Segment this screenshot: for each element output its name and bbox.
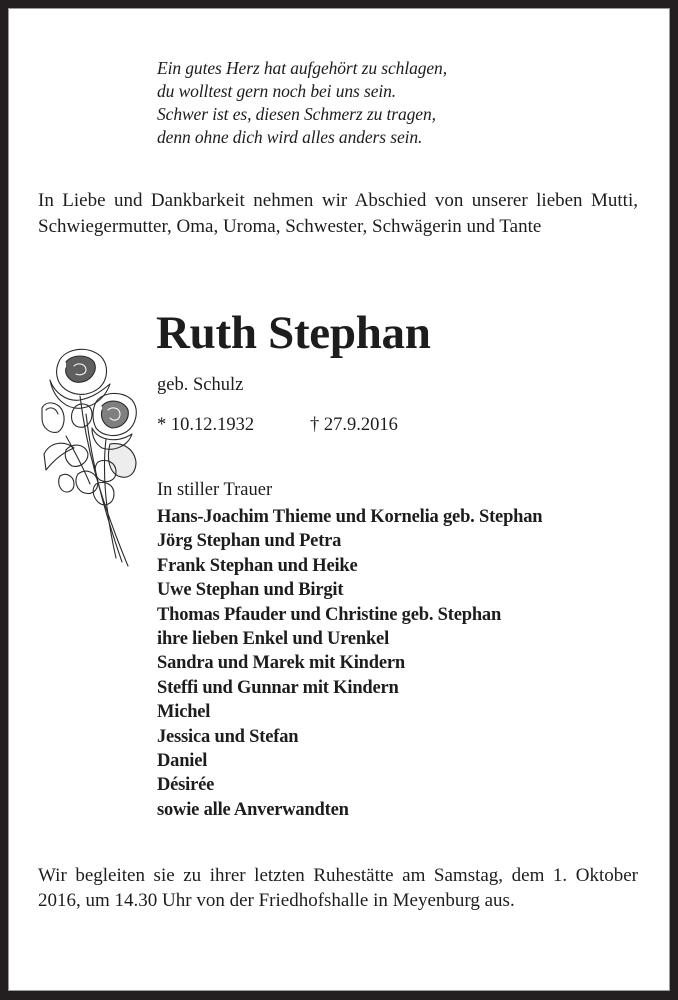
poem-line: denn ohne dich wird alles anders sein. — [157, 127, 423, 147]
mourner-entry: Désirée — [157, 775, 215, 796]
deceased-name: Ruth Stephan — [156, 307, 431, 359]
rose-bouquet-icon — [36, 344, 140, 570]
mourner-entry: Michel — [157, 702, 211, 723]
death-date: † 27.9.2016 — [310, 415, 398, 435]
mourning-label: In stiller Trauer — [157, 480, 273, 500]
mourner-entry: Daniel — [157, 751, 208, 772]
mourner-entry: Uwe Stephan und Birgit — [157, 580, 344, 601]
birth-date: * 10.12.1932 — [157, 415, 255, 435]
mourner-entry: Hans-Joachim Thieme und Kornelia geb. Stephan — [157, 507, 543, 527]
mourner-entry: Jessica und Stefan — [157, 726, 299, 747]
mourner-entry: Frank Stephan und Heike — [157, 555, 358, 576]
mourner-entry: ihre lieben Enkel und Urenkel — [157, 629, 390, 650]
mourner-entry: Steffi und Gunnar mit Kindern — [157, 677, 399, 698]
poem-line: Ein gutes Herz hat aufgehört zu schlagen, — [157, 58, 447, 78]
memorial-poem — [157, 57, 447, 149]
mourner-entry: Sandra und Marek mit Kindern — [157, 653, 405, 674]
obituary-notice — [8, 8, 670, 991]
farewell-intro: In Liebe und Dankbarkeit nehmen wir Abschied von unserer lieben Mutti, Schwiegermutter, Oma, Uroma, Schwester, Schwägerin und Tante — [38, 190, 638, 237]
life-dates — [157, 412, 398, 438]
mourners-list — [157, 505, 542, 822]
mourner-entry: sowie alle Anverwandten — [157, 799, 349, 820]
maiden-name: geb. Schulz — [157, 375, 244, 395]
mourner-entry: Thomas Pfauder und Christine geb. Stephan — [157, 604, 502, 625]
poem-line: Schwer ist es, diesen Schmerz zu tragen, — [157, 104, 436, 124]
funeral-details: Wir begleiten sie zu ihrer letzten Ruhestätte am Samstag, dem 1. Oktober 2016, um 14.30 Uhr von der Friedhofshalle in Meyenburg aus. — [38, 865, 638, 911]
mourner-entry: Jörg Stephan und Petra — [157, 531, 342, 552]
poem-line: du wolltest gern noch bei uns sein. — [157, 81, 397, 101]
